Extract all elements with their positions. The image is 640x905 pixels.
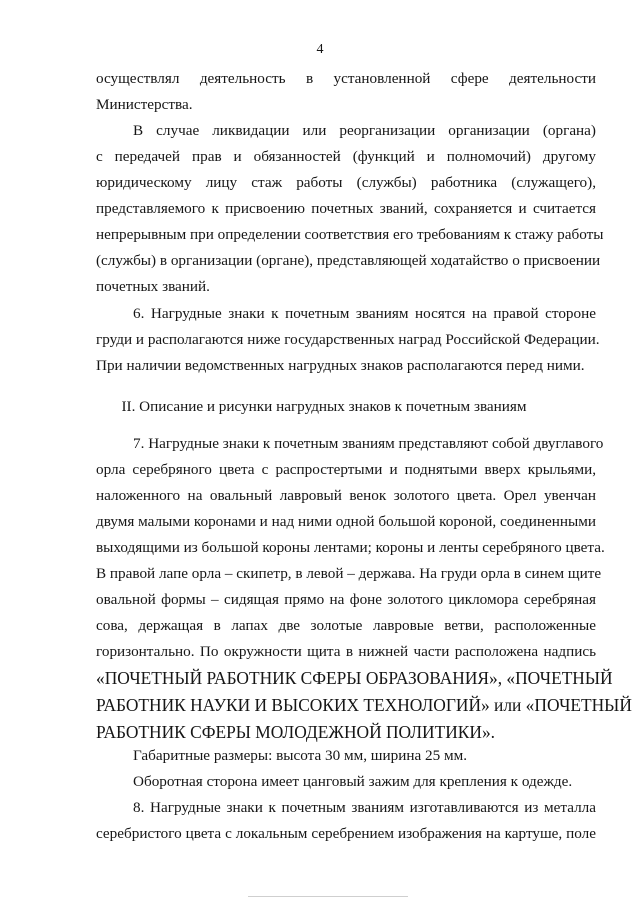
text-line: горизонтально. По окружности щита в нижней части расположена надпись xyxy=(96,643,596,660)
text-line: РАБОТНИК НАУКИ И ВЫСОКИХ ТЕХНОЛОГИЙ» или «ПОЧЕТНЫЙ xyxy=(96,695,632,715)
paragraph-first-line: В случае ликвидации или реорганизации организации (органа) xyxy=(133,122,596,139)
text-line: При наличии ведомственных нагрудных знаков располагаются перед ними. xyxy=(96,357,585,374)
text-line: сова, держащая в лапах две золотые лавровые ветви, расположенные xyxy=(96,617,596,634)
text-line: РАБОТНИК СФЕРЫ МОЛОДЕЖНОЙ ПОЛИТИКИ». xyxy=(96,722,495,742)
page-number: 4 xyxy=(316,42,324,57)
text-line: «ПОЧЕТНЫЙ РАБОТНИК СФЕРЫ ОБРАЗОВАНИЯ», «ПОЧЕТНЫЙ xyxy=(96,668,613,688)
text-line: осуществлял деятельность в установленной сфере деятельности xyxy=(96,70,596,87)
text-line: двумя малыми коронами и над ними одной большой короной, соединенными xyxy=(96,513,596,530)
text-line: Министерства. xyxy=(96,96,193,113)
scan-edge-mark xyxy=(248,896,408,897)
paragraph-first-line: 7. Нагрудные знаки к почетным званиям представляют собой двуглавого xyxy=(133,435,604,452)
text-line: непрерывным при определении соответствия его требованиям к стажу работы xyxy=(96,226,604,243)
text-line: орла серебряного цвета с распростертыми и поднятыми вверх крыльями, xyxy=(96,461,596,478)
paragraph-first-line: Оборотная сторона имеет цанговый зажим для крепления к одежде. xyxy=(133,773,573,790)
text-line: груди и располагаются ниже государственных наград Российской Федерации. xyxy=(96,331,600,348)
paragraph-first-line: 6. Нагрудные знаки к почетным званиям носятся на правой стороне xyxy=(133,305,596,322)
paragraph-first-line: 8. Нагрудные знаки к почетным званиям изготавливаются из металла xyxy=(133,799,596,816)
text-line: наложенного на овальный лавровый венок золотого цвета. Орел увенчан xyxy=(96,487,596,504)
text-line: почетных званий. xyxy=(96,278,210,295)
text-line: серебристого цвета с локальным серебрением изображения на картуше, поле xyxy=(96,825,596,842)
text-line: овальной формы – сидящая прямо на фоне золотого цикломора серебряная xyxy=(96,591,596,608)
text-line: с передачей прав и обязанностей (функций и полномочий) другому xyxy=(96,148,596,165)
text-line: В правой лапе орла – скипетр, в левой – держава. На груди орла в синем щите xyxy=(96,565,602,582)
text-line: представляемого к присвоению почетных званий, сохраняется и считается xyxy=(96,200,596,217)
paragraph-first-line: Габаритные размеры: высота 30 мм, ширина 25 мм. xyxy=(133,747,468,764)
text-line: (службы) в организации (органе), представляющей ходатайство о присвоении xyxy=(96,252,601,269)
text-line: выходящими из большой короны лентами; короны и ленты серебряного цвета. xyxy=(96,539,605,556)
section-heading: II. Описание и рисунки нагрудных знаков к почетным званиям xyxy=(121,398,527,415)
text-line: юридическому лицу стаж работы (службы) работника (служащего), xyxy=(96,174,596,191)
